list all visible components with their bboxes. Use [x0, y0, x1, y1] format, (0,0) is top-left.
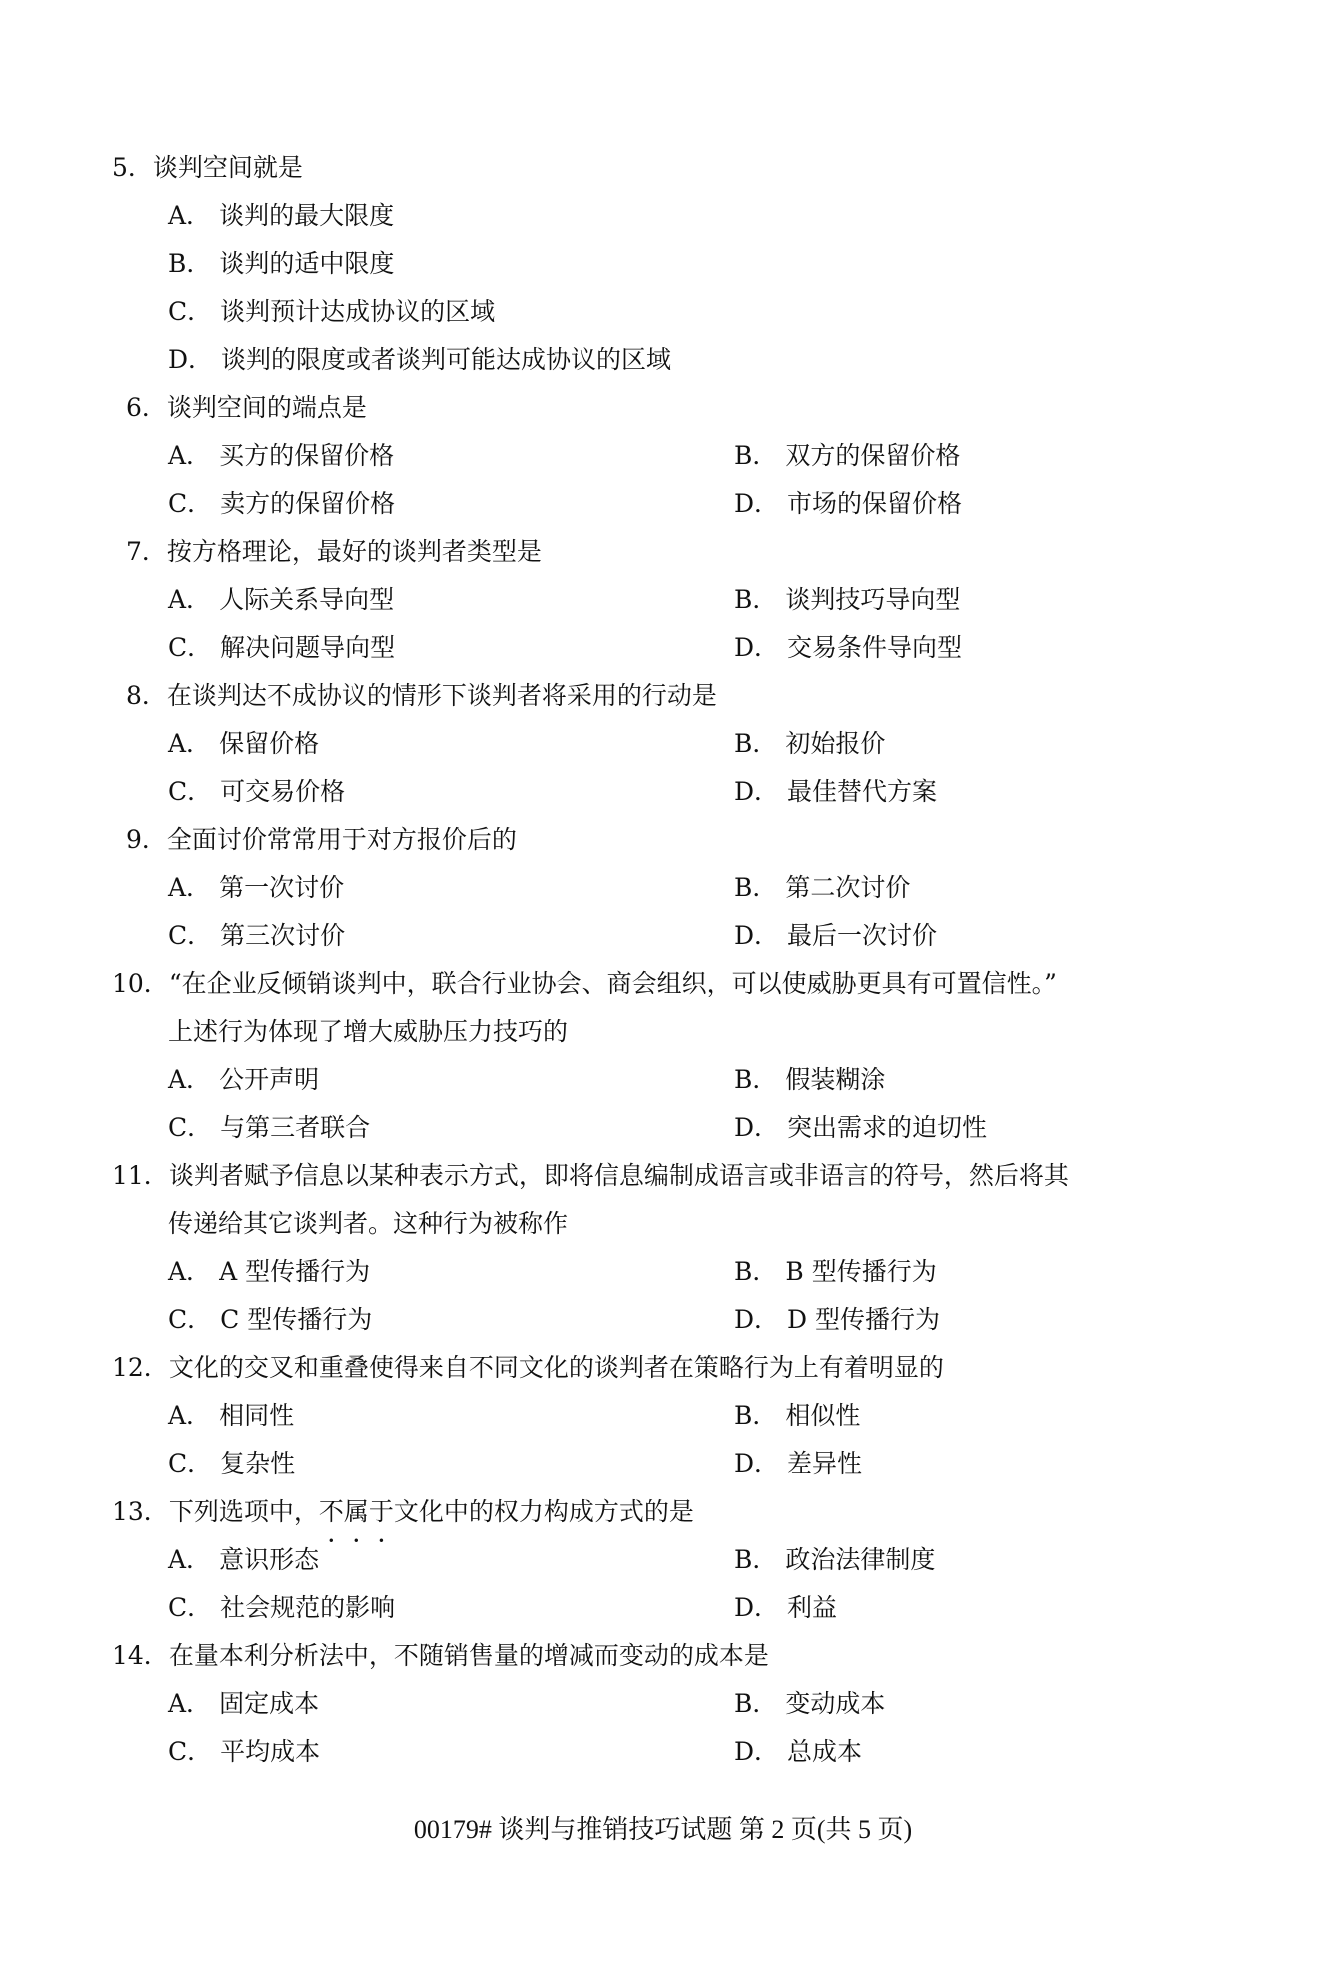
- option-text: 相似性: [785, 1401, 861, 1430]
- option-row: [112, 1536, 1212, 1584]
- option-d: [112, 336, 1212, 384]
- option-c: [112, 288, 1212, 336]
- question-stem-continued: 传递给其它谈判者。这种行为被称作: [168, 1209, 569, 1238]
- question-9: [112, 816, 1212, 960]
- question-stem: [112, 816, 1212, 864]
- stem-text: 全面讨价常常用于对方报价后的: [166, 825, 517, 854]
- question-number: 14．: [112, 1641, 169, 1670]
- question-number: 10．: [112, 969, 169, 998]
- option-row: [112, 1584, 1212, 1632]
- emphasis-char: 属: [343, 1497, 369, 1526]
- option-text: B 型传播行为: [785, 1257, 937, 1286]
- stem-text: 谈判空间的端点是: [166, 393, 367, 422]
- option-letter: B．: [734, 1689, 778, 1718]
- option-letter: A．: [168, 1257, 212, 1286]
- page-footer: 00179# 谈判与推销技巧试题 第 2 页(共 5 页): [413, 1815, 913, 1844]
- question-8: [112, 672, 1212, 816]
- option-row: [112, 576, 1212, 624]
- option-text: 第一次讨价: [219, 873, 345, 902]
- option-a: [168, 576, 734, 624]
- question-6: [112, 384, 1212, 528]
- option-text: 谈判技巧导向型: [785, 585, 961, 614]
- question-list: [112, 144, 1212, 1776]
- option-text: 第二次讨价: [785, 873, 911, 902]
- option-letter: C．: [168, 489, 213, 518]
- question-13: [112, 1488, 1212, 1632]
- option-a: [168, 1248, 734, 1296]
- question-number: 7．: [126, 537, 167, 566]
- question-number: 11．: [112, 1161, 169, 1190]
- question-10: [112, 960, 1212, 1152]
- option-letter: D．: [734, 1305, 780, 1334]
- option-text: 人际关系导向型: [219, 585, 395, 614]
- option-row: [112, 432, 1212, 480]
- stem-text: 按方格理论，最好的谈判者类型是: [166, 537, 542, 566]
- option-text: 买方的保留价格: [219, 441, 395, 470]
- stem-text: 下列选项中，: [168, 1497, 319, 1526]
- option-a: [168, 432, 734, 480]
- option-text: 谈判的最大限度: [219, 201, 395, 230]
- option-letter: C．: [168, 1305, 213, 1334]
- option-c: [168, 1584, 734, 1632]
- question-number: 13．: [112, 1497, 169, 1526]
- option-letter: D．: [734, 1449, 780, 1478]
- option-d: [734, 768, 937, 816]
- question-number: 8．: [126, 681, 167, 710]
- option-c: [168, 1104, 734, 1152]
- option-row: [112, 1248, 1212, 1296]
- question-stem: [112, 672, 1212, 720]
- option-letter: B．: [734, 585, 778, 614]
- option-b: [734, 1536, 935, 1584]
- option-b: [734, 864, 910, 912]
- option-letter: D．: [734, 633, 780, 662]
- option-text: 相同性: [219, 1401, 295, 1430]
- question-14: [112, 1632, 1212, 1776]
- option-letter: D．: [734, 1113, 780, 1142]
- option-a: [168, 720, 734, 768]
- option-text: 总成本: [787, 1737, 863, 1766]
- option-text: C 型传播行为: [220, 1305, 373, 1334]
- option-text: 交易条件导向型: [787, 633, 963, 662]
- option-letter: A．: [168, 1545, 212, 1574]
- option-letter: B．: [734, 873, 778, 902]
- option-letter: D．: [734, 1593, 780, 1622]
- option-letter: A．: [168, 1401, 212, 1430]
- question-stem-continued: 上述行为体现了增大威胁压力技巧的: [168, 1017, 569, 1046]
- option-row: [112, 1392, 1212, 1440]
- stem-text: 谈判者赋予信息以某种表示方式，即将信息编制成语言或非语言的符号，然后将其: [168, 1161, 1069, 1190]
- question-number: 5．: [112, 153, 153, 182]
- option-b: [112, 240, 1212, 288]
- option-text: 变动成本: [785, 1689, 886, 1718]
- option-letter: A．: [168, 1065, 212, 1094]
- option-letter: D．: [734, 1737, 780, 1766]
- question-stem: [112, 960, 1212, 1008]
- option-c: [168, 1440, 734, 1488]
- question-stem: [112, 384, 1212, 432]
- option-text: 谈判的限度或者谈判可能达成协议的区域: [221, 345, 672, 374]
- option-text: 初始报价: [785, 729, 886, 758]
- option-text: 保留价格: [219, 729, 320, 758]
- option-letter: C．: [168, 1737, 213, 1766]
- option-d: [734, 624, 962, 672]
- option-text: 谈判的适中限度: [219, 249, 395, 278]
- option-b: [734, 720, 885, 768]
- stem-text: 在量本利分析法中，不随销售量的增减而变动的成本是: [168, 1641, 769, 1670]
- option-row: [112, 1056, 1212, 1104]
- stem-text: 文化中的权力构成方式的是: [393, 1497, 694, 1526]
- option-text: 政治法律制度: [785, 1545, 936, 1574]
- question-stem: [112, 1152, 1212, 1200]
- question-7: [112, 528, 1212, 672]
- option-c: [168, 1728, 734, 1776]
- question-stem: [112, 528, 1212, 576]
- option-text: 社会规范的影响: [220, 1593, 396, 1622]
- option-text: 平均成本: [220, 1737, 321, 1766]
- option-a: [168, 1680, 734, 1728]
- option-text: 最后一次讨价: [787, 921, 938, 950]
- option-text: D 型传播行为: [787, 1305, 941, 1334]
- question-stem: [112, 144, 1212, 192]
- option-a: [168, 864, 734, 912]
- question-number: 9．: [126, 825, 167, 854]
- option-c: [168, 624, 734, 672]
- option-letter: B．: [168, 249, 212, 278]
- option-row: [112, 1440, 1212, 1488]
- option-letter: A．: [168, 873, 212, 902]
- stem-text: “在企业反倾销谈判中，联合行业协会、商会组织，可以使威胁更具有可置信性。”: [168, 969, 1057, 998]
- option-letter: A．: [168, 729, 212, 758]
- option-text: 市场的保留价格: [787, 489, 963, 518]
- option-d: [734, 1728, 862, 1776]
- option-letter: D．: [734, 777, 780, 806]
- option-row: [112, 1104, 1212, 1152]
- option-text: 最佳替代方案: [787, 777, 938, 806]
- option-c: [168, 912, 734, 960]
- emphasis-char: 于: [368, 1497, 394, 1526]
- emphasis-char: 不: [318, 1497, 344, 1526]
- option-a: [168, 1392, 734, 1440]
- option-text: 可交易价格: [220, 777, 346, 806]
- option-text: A 型传播行为: [219, 1257, 371, 1286]
- question-5: [112, 144, 1212, 384]
- option-d: [734, 1584, 837, 1632]
- option-text: 第三次讨价: [220, 921, 346, 950]
- stem-text: 谈判空间就是: [152, 153, 303, 182]
- option-b: [734, 1056, 885, 1104]
- option-row: [112, 912, 1212, 960]
- option-text: 与第三者联合: [220, 1113, 371, 1142]
- option-letter: A．: [168, 441, 212, 470]
- question-stem: [112, 1344, 1212, 1392]
- option-b: [734, 1680, 885, 1728]
- option-letter: B．: [734, 1065, 778, 1094]
- option-letter: B．: [734, 1257, 778, 1286]
- option-row: [112, 1296, 1212, 1344]
- option-row: [112, 720, 1212, 768]
- option-letter: D．: [168, 345, 214, 374]
- option-b: [734, 1248, 937, 1296]
- option-row: [112, 1680, 1212, 1728]
- option-letter: C．: [168, 777, 213, 806]
- question-number: 6．: [126, 393, 167, 422]
- option-d: [734, 1296, 940, 1344]
- option-letter: D．: [734, 489, 780, 518]
- option-letter: B．: [734, 1401, 778, 1430]
- question-number: 12．: [112, 1353, 169, 1382]
- option-letter: B．: [734, 1545, 778, 1574]
- option-letter: C．: [168, 297, 213, 326]
- option-letter: D．: [734, 921, 780, 950]
- option-b: [734, 576, 960, 624]
- option-d: [734, 1440, 862, 1488]
- option-text: 双方的保留价格: [785, 441, 961, 470]
- option-letter: C．: [168, 633, 213, 662]
- question-11: [112, 1152, 1212, 1344]
- option-row: [112, 624, 1212, 672]
- question-stem: [112, 1632, 1212, 1680]
- option-text: 复杂性: [220, 1449, 296, 1478]
- option-b: [734, 432, 960, 480]
- option-text: 意识形态: [219, 1545, 320, 1574]
- option-d: [734, 480, 962, 528]
- option-text: 假装糊涂: [785, 1065, 886, 1094]
- option-letter: C．: [168, 1113, 213, 1142]
- option-text: 公开声明: [219, 1065, 320, 1094]
- option-c: [168, 480, 734, 528]
- option-row: [112, 1728, 1212, 1776]
- question-12: [112, 1344, 1212, 1488]
- option-letter: A．: [168, 1689, 212, 1718]
- option-letter: C．: [168, 921, 213, 950]
- option-letter: A．: [168, 585, 212, 614]
- option-text: 卖方的保留价格: [220, 489, 396, 518]
- option-letter: C．: [168, 1449, 213, 1478]
- option-d: [734, 912, 937, 960]
- option-text: 差异性: [787, 1449, 863, 1478]
- stem-text: 在谈判达不成协议的情形下谈判者将采用的行动是: [166, 681, 717, 710]
- option-letter: A．: [168, 201, 212, 230]
- option-letter: B．: [734, 729, 778, 758]
- option-a: [168, 1536, 734, 1584]
- option-a: [168, 1056, 734, 1104]
- option-letter: C．: [168, 1593, 213, 1622]
- option-c: [168, 1296, 734, 1344]
- option-d: [734, 1104, 987, 1152]
- option-letter: B．: [734, 441, 778, 470]
- option-row: [112, 480, 1212, 528]
- option-text: 固定成本: [219, 1689, 320, 1718]
- option-a: [112, 192, 1212, 240]
- option-row: [112, 768, 1212, 816]
- question-stem: [112, 1488, 1212, 1536]
- option-row: [112, 864, 1212, 912]
- option-text: 谈判预计达成协议的区域: [220, 297, 496, 326]
- option-text: 突出需求的迫切性: [787, 1113, 988, 1142]
- option-c: [168, 768, 734, 816]
- option-text: 解决问题导向型: [220, 633, 396, 662]
- option-b: [734, 1392, 860, 1440]
- stem-text: 文化的交叉和重叠使得来自不同文化的谈判者在策略行为上有着明显的: [168, 1353, 944, 1382]
- option-text: 利益: [787, 1593, 838, 1622]
